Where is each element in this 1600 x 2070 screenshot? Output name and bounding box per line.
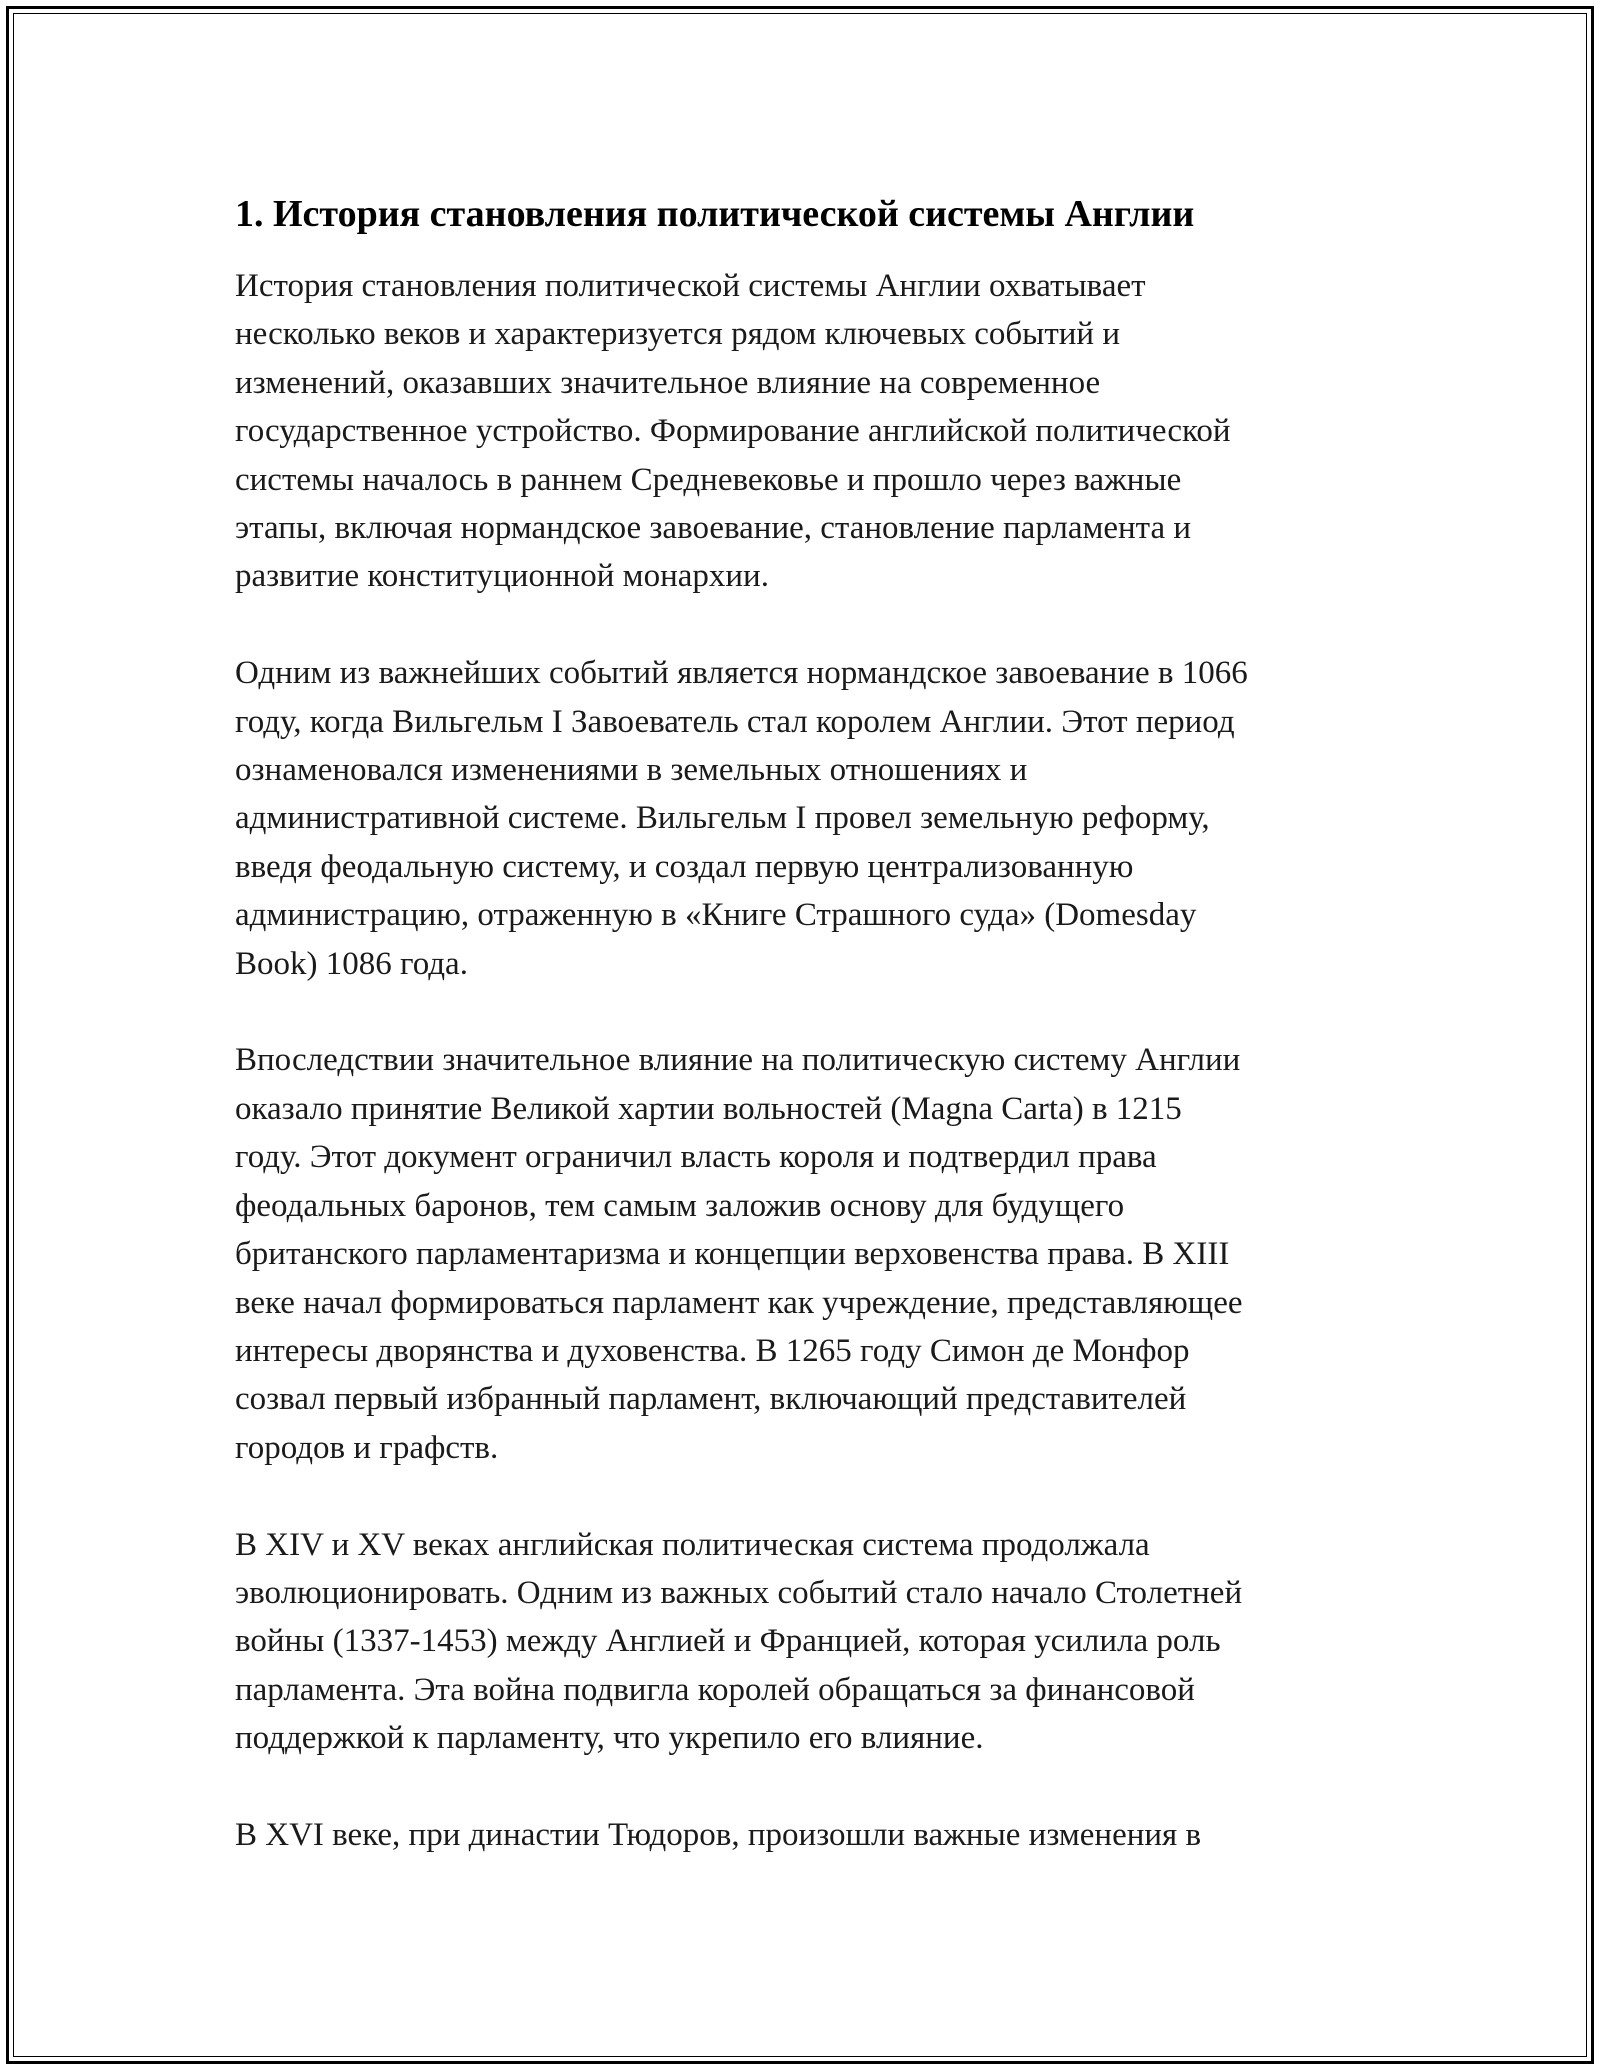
paragraph-line: государственное устройство. Формирование английской политической [235, 413, 1231, 450]
paragraph-line: Впоследствии значительное влияние на политическую систему Англии [235, 1042, 1241, 1079]
paragraph-line: британского парламентаризма и концепции верховенства права. В XIII [235, 1236, 1230, 1273]
paragraph-2 [235, 649, 1405, 988]
paragraph-line: В XVI веке, при династии Тюдоров, произошли важные изменения в [235, 1816, 1202, 1853]
paragraph-line: История становления политической системы Англии охватывает [235, 268, 1146, 304]
paragraph-line: администрацию, отраженную в «Книге Страшного суда» (Domesday [235, 897, 1197, 934]
paragraph-line: развитие конституционной монархии. [235, 558, 769, 595]
section-heading: 1. История становления политической системы Англии [235, 193, 1195, 235]
paragraph-3 [235, 1036, 1405, 1472]
paragraph-line: изменений, оказавших значительное влияние на современное [235, 364, 1101, 401]
paragraph-line: интересы дворянства и духовенства. В 1265 году Симон де Монфор [235, 1332, 1190, 1369]
paragraph-line: системы началось в раннем Средневековье и прошло через важные [235, 461, 1182, 498]
paragraph-line: Book) 1086 года. [235, 945, 468, 982]
paragraph-line: поддержкой к парламенту, что укрепило его влияние. [235, 1720, 984, 1757]
paragraph-line: введя феодальную систему, и создал первую централизованную [235, 848, 1134, 885]
paragraph-line: веке начал формироваться парламент как учреждение, представляющее [235, 1284, 1243, 1321]
paragraph-line: городов и графств. [235, 1429, 499, 1466]
paragraph-line: созвал первый избранный парламент, включающий представителей [235, 1381, 1187, 1418]
paragraph-4 [235, 1521, 1405, 1763]
paragraph-line: феодальных баронов, тем самым заложив основу для будущего [235, 1187, 1125, 1224]
paragraph-line: административной системе. Вильгельм I провел земельную реформу, [235, 800, 1210, 837]
paragraph-1 [235, 262, 1405, 601]
paragraph-line: году. Этот документ ограничил власть короля и подтвердил права [235, 1139, 1157, 1176]
paragraph-line: ознаменовался изменениями в земельных отношениях и [235, 752, 1028, 789]
paragraph-5 [235, 1811, 1405, 1859]
paragraph-line: войны (1337-1453) между Англией и Францией, которая усилила роль [235, 1623, 1221, 1660]
paragraph-line: году, когда Вильгельм I Завоеватель стал королем Англии. Этот период [235, 703, 1235, 740]
paragraph-line: этапы, включая нормандское завоевание, становление парламента и [235, 510, 1192, 547]
paragraph-line: несколько веков и характеризуется рядом ключевых событий и [235, 316, 1120, 353]
paragraph-line: парламента. Эта война подвигла королей обращаться за финансовой [235, 1671, 1195, 1708]
paragraph-line: В XIV и XV веках английская политическая система продолжала [235, 1526, 1150, 1563]
paragraph-line: оказало принятие Великой хартии вольностей (Magna Carta) в 1215 [235, 1090, 1182, 1127]
paragraph-line: эволюционировать. Одним из важных событий стало начало Столетней [235, 1574, 1243, 1611]
document-body [235, 188, 1405, 1908]
paragraph-line: Одним из важнейших событий является нормандское завоевание в 1066 [235, 655, 1248, 692]
